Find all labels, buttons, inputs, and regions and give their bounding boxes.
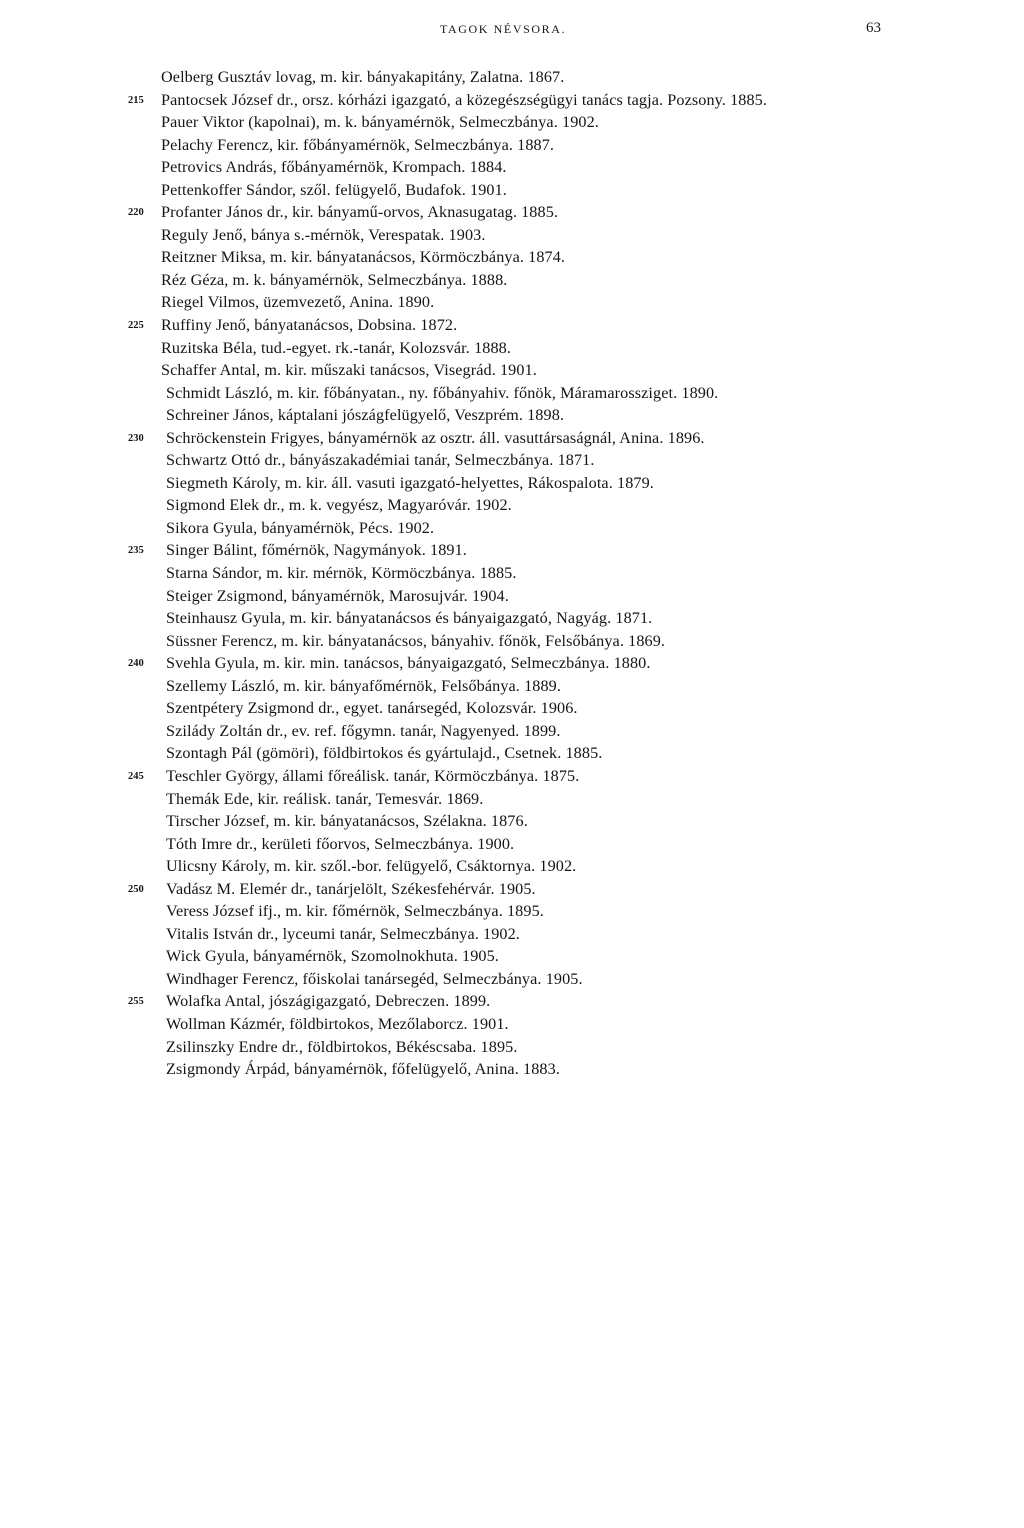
member-entry	[0, 494, 1024, 517]
member-entry	[0, 427, 1024, 450]
member-entry	[0, 675, 1024, 698]
entry-text: Oelberg Gusztáv lovag, m. kir. bányakapitány, Zalatna. 1867.	[161, 68, 565, 86]
member-entry	[0, 765, 1024, 788]
entry-text: Süssner Ferencz, m. kir. bányatanácsos, bányahiv. főnök, Felsőbánya. 1869.	[166, 631, 666, 650]
member-entry	[0, 134, 1024, 157]
entry-text: Steiger Zsigmond, bányamérnök, Marosujvár. 1904.	[166, 586, 509, 605]
entry-number: 225	[128, 320, 144, 332]
entry-text: Wollman Kázmér, földbirtokos, Mezőlaborcz. 1901.	[166, 1014, 509, 1033]
member-entry	[0, 833, 1024, 856]
entry-text: Ruffiny Jenő, bányatanácsos, Dobsina. 1872.	[161, 316, 458, 335]
entry-number: 250	[128, 883, 144, 895]
entry-text: Zsigmondy Árpád, bányamérnök, főfelügyelő, Anina. 1883.	[166, 1060, 560, 1079]
entry-text: Sigmond Elek dr., m. k. vegyész, Magyaróvár. 1902.	[166, 496, 512, 515]
member-entry	[0, 224, 1024, 247]
entry-text: Siegmeth Károly, m. kir. áll. vasuti igazgató-helyettes, Rákospalota. 1879.	[166, 473, 654, 492]
entry-text: Riegel Vilmos, üzemvezető, Anina. 1890.	[161, 293, 435, 312]
member-entry	[0, 111, 1024, 134]
entry-text: Wick Gyula, bányamérnök, Szomolnokhuta. 1905.	[166, 947, 499, 966]
entry-text: Singer Bálint, főmérnök, Nagymányok. 1891.	[166, 541, 467, 560]
member-entry	[0, 179, 1024, 202]
entry-text: Windhager Ferencz, főiskolai tanársegéd, Selmeczbánya. 1905.	[166, 969, 583, 988]
entry-text: Schröckenstein Frigyes, bányamérnök az osztr. áll. vasuttársaságnál, Anina. 1896.	[166, 428, 705, 447]
entry-text: Starna Sándor, m. kir. mérnök, Körmöczbánya. 1885.	[166, 564, 517, 583]
entry-number: 240	[128, 658, 144, 670]
entry-text: Tirscher József, m. kir. bányatanácsos, Szélakna. 1876.	[166, 812, 528, 831]
entry-text: Reitzner Miksa, m. kir. bányatanácsos, Körmöczbánya. 1874.	[161, 248, 566, 267]
entry-text: Profanter János dr., kir. bányamű-orvos, Aknasugatag. 1885.	[161, 203, 559, 222]
page-header	[0, 22, 1024, 46]
member-entry	[0, 855, 1024, 878]
running-title: TAGOK NÉVSORA.	[440, 22, 567, 36]
entry-text: Vitalis István dr., lyceumi tanár, Selmeczbánya. 1902.	[166, 924, 520, 943]
entry-text: Ruzitska Béla, tud.-egyet. rk.-tanár, Kolozsvár. 1888.	[161, 338, 511, 357]
entry-text: Schwartz Ottó dr., bányászakadémiai tanár, Selmeczbánya. 1871.	[166, 451, 595, 470]
entry-number: 220	[128, 207, 144, 219]
entry-text: Szontagh Pál (gömöri), földbirtokos és gyártulajd., Csetnek. 1885.	[166, 744, 603, 763]
member-entry	[0, 291, 1024, 314]
member-entry	[0, 66, 1024, 89]
entry-text: Pelachy Ferencz, kir. főbányamérnök, Selmeczbánya. 1887.	[161, 135, 555, 154]
member-entry	[0, 968, 1024, 991]
entry-text: Sikora Gyula, bányamérnök, Pécs. 1902.	[166, 518, 435, 537]
member-entry	[0, 201, 1024, 224]
member-entry	[0, 156, 1024, 179]
entry-text: Pauer Viktor (kapolnai), m. k. bányamérnök, Selmeczbánya. 1902.	[161, 113, 599, 132]
entry-text: Ulicsny Károly, m. kir. szől.-bor. felügyelő, Csáktornya. 1902.	[166, 857, 577, 876]
entry-number: 235	[128, 545, 144, 557]
entry-number: 255	[128, 996, 144, 1008]
member-entry	[0, 539, 1024, 562]
page-number: 63	[866, 20, 881, 36]
member-entry	[0, 945, 1024, 968]
member-entry	[0, 472, 1024, 495]
entry-text: Szentpétery Zsigmond dr., egyet. tanársegéd, Kolozsvár. 1906.	[166, 699, 578, 718]
member-entry	[0, 742, 1024, 765]
member-entry	[0, 562, 1024, 585]
entry-text: Vadász M. Elemér dr., tanárjelölt, Székesfehérvár. 1905.	[166, 879, 536, 898]
member-entry	[0, 1058, 1024, 1081]
entry-number: 215	[128, 94, 144, 106]
member-entry	[0, 697, 1024, 720]
member-entry	[0, 720, 1024, 743]
member-entry	[0, 900, 1024, 923]
member-entry	[0, 382, 1024, 405]
entry-text: Schaffer Antal, m. kir. műszaki tanácsos, Visegrád. 1901.	[161, 361, 537, 380]
entry-text: Wolafka Antal, jószágigazgató, Debreczen. 1899.	[166, 992, 491, 1011]
entry-text: Steinhausz Gyula, m. kir. bányatanácsos és bányaigazgató, Nagyág. 1871.	[166, 609, 653, 628]
member-entry	[0, 1013, 1024, 1036]
entry-text: Veress József ifj., m. kir. főmérnök, Selmeczbánya. 1895.	[166, 902, 544, 921]
entry-text: Pantocsek József dr., orsz. kórházi igazgató, a közegészségügyi tanács tagja. Pozsony. 1885.	[161, 90, 768, 109]
member-entry	[0, 585, 1024, 608]
entry-text: Zsilinszky Endre dr., földbirtokos, Békéscsaba. 1895.	[166, 1037, 518, 1056]
member-entry	[0, 607, 1024, 630]
entry-text: Tóth Imre dr., kerületi főorvos, Selmeczbánya. 1900.	[166, 834, 515, 853]
member-entry	[0, 314, 1024, 337]
entry-text: Petrovics András, főbányamérnök, Krompach. 1884.	[161, 158, 507, 177]
entry-text: Schreiner János, káptalani jószágfelügyelő, Veszprém. 1898.	[166, 406, 565, 425]
member-entry	[0, 517, 1024, 540]
entry-text: Reguly Jenő, bánya s.-mérnök, Verespatak. 1903.	[161, 225, 486, 244]
member-entry	[0, 630, 1024, 653]
member-entry	[0, 878, 1024, 901]
entry-text: Réz Géza, m. k. bányamérnök, Selmeczbánya. 1888.	[161, 270, 508, 289]
member-entry	[0, 89, 1024, 112]
member-entry	[0, 404, 1024, 427]
member-entry	[0, 923, 1024, 946]
entry-text: Themák Ede, kir. reálisk. tanár, Temesvár. 1869.	[166, 789, 484, 808]
member-entry	[0, 359, 1024, 382]
entry-number: 245	[128, 770, 144, 782]
member-entry	[0, 652, 1024, 675]
entry-text: Sziládу Zoltán dr., ev. ref. főgymn. tanár, Nagyenyed. 1899.	[166, 721, 561, 740]
entry-text: Schmidt László, m. kir. főbányatan., ny. főbányahiv. főnök, Máramarossziget. 1890.	[166, 383, 719, 402]
member-entry	[0, 810, 1024, 833]
member-entry	[0, 788, 1024, 811]
member-entry	[0, 990, 1024, 1013]
member-list	[0, 66, 1024, 1081]
member-entry	[0, 246, 1024, 269]
entry-text: Pettenkoffer Sándor, szől. felügyelő, Budafok. 1901.	[161, 180, 507, 199]
entry-text: Szellemy László, m. kir. bányafőmérnök, Felsőbánya. 1889.	[166, 676, 562, 695]
entry-text: Svehla Gyula, m. kir. min. tanácsos, bányaigazgató, Selmeczbánya. 1880.	[166, 654, 651, 673]
member-entry	[0, 1036, 1024, 1059]
entry-text: Teschler György, állami főreálisk. tanár, Körmöczbánya. 1875.	[166, 766, 580, 785]
member-entry	[0, 449, 1024, 472]
entry-number: 230	[128, 432, 144, 444]
member-entry	[0, 269, 1024, 292]
member-entry	[0, 337, 1024, 360]
